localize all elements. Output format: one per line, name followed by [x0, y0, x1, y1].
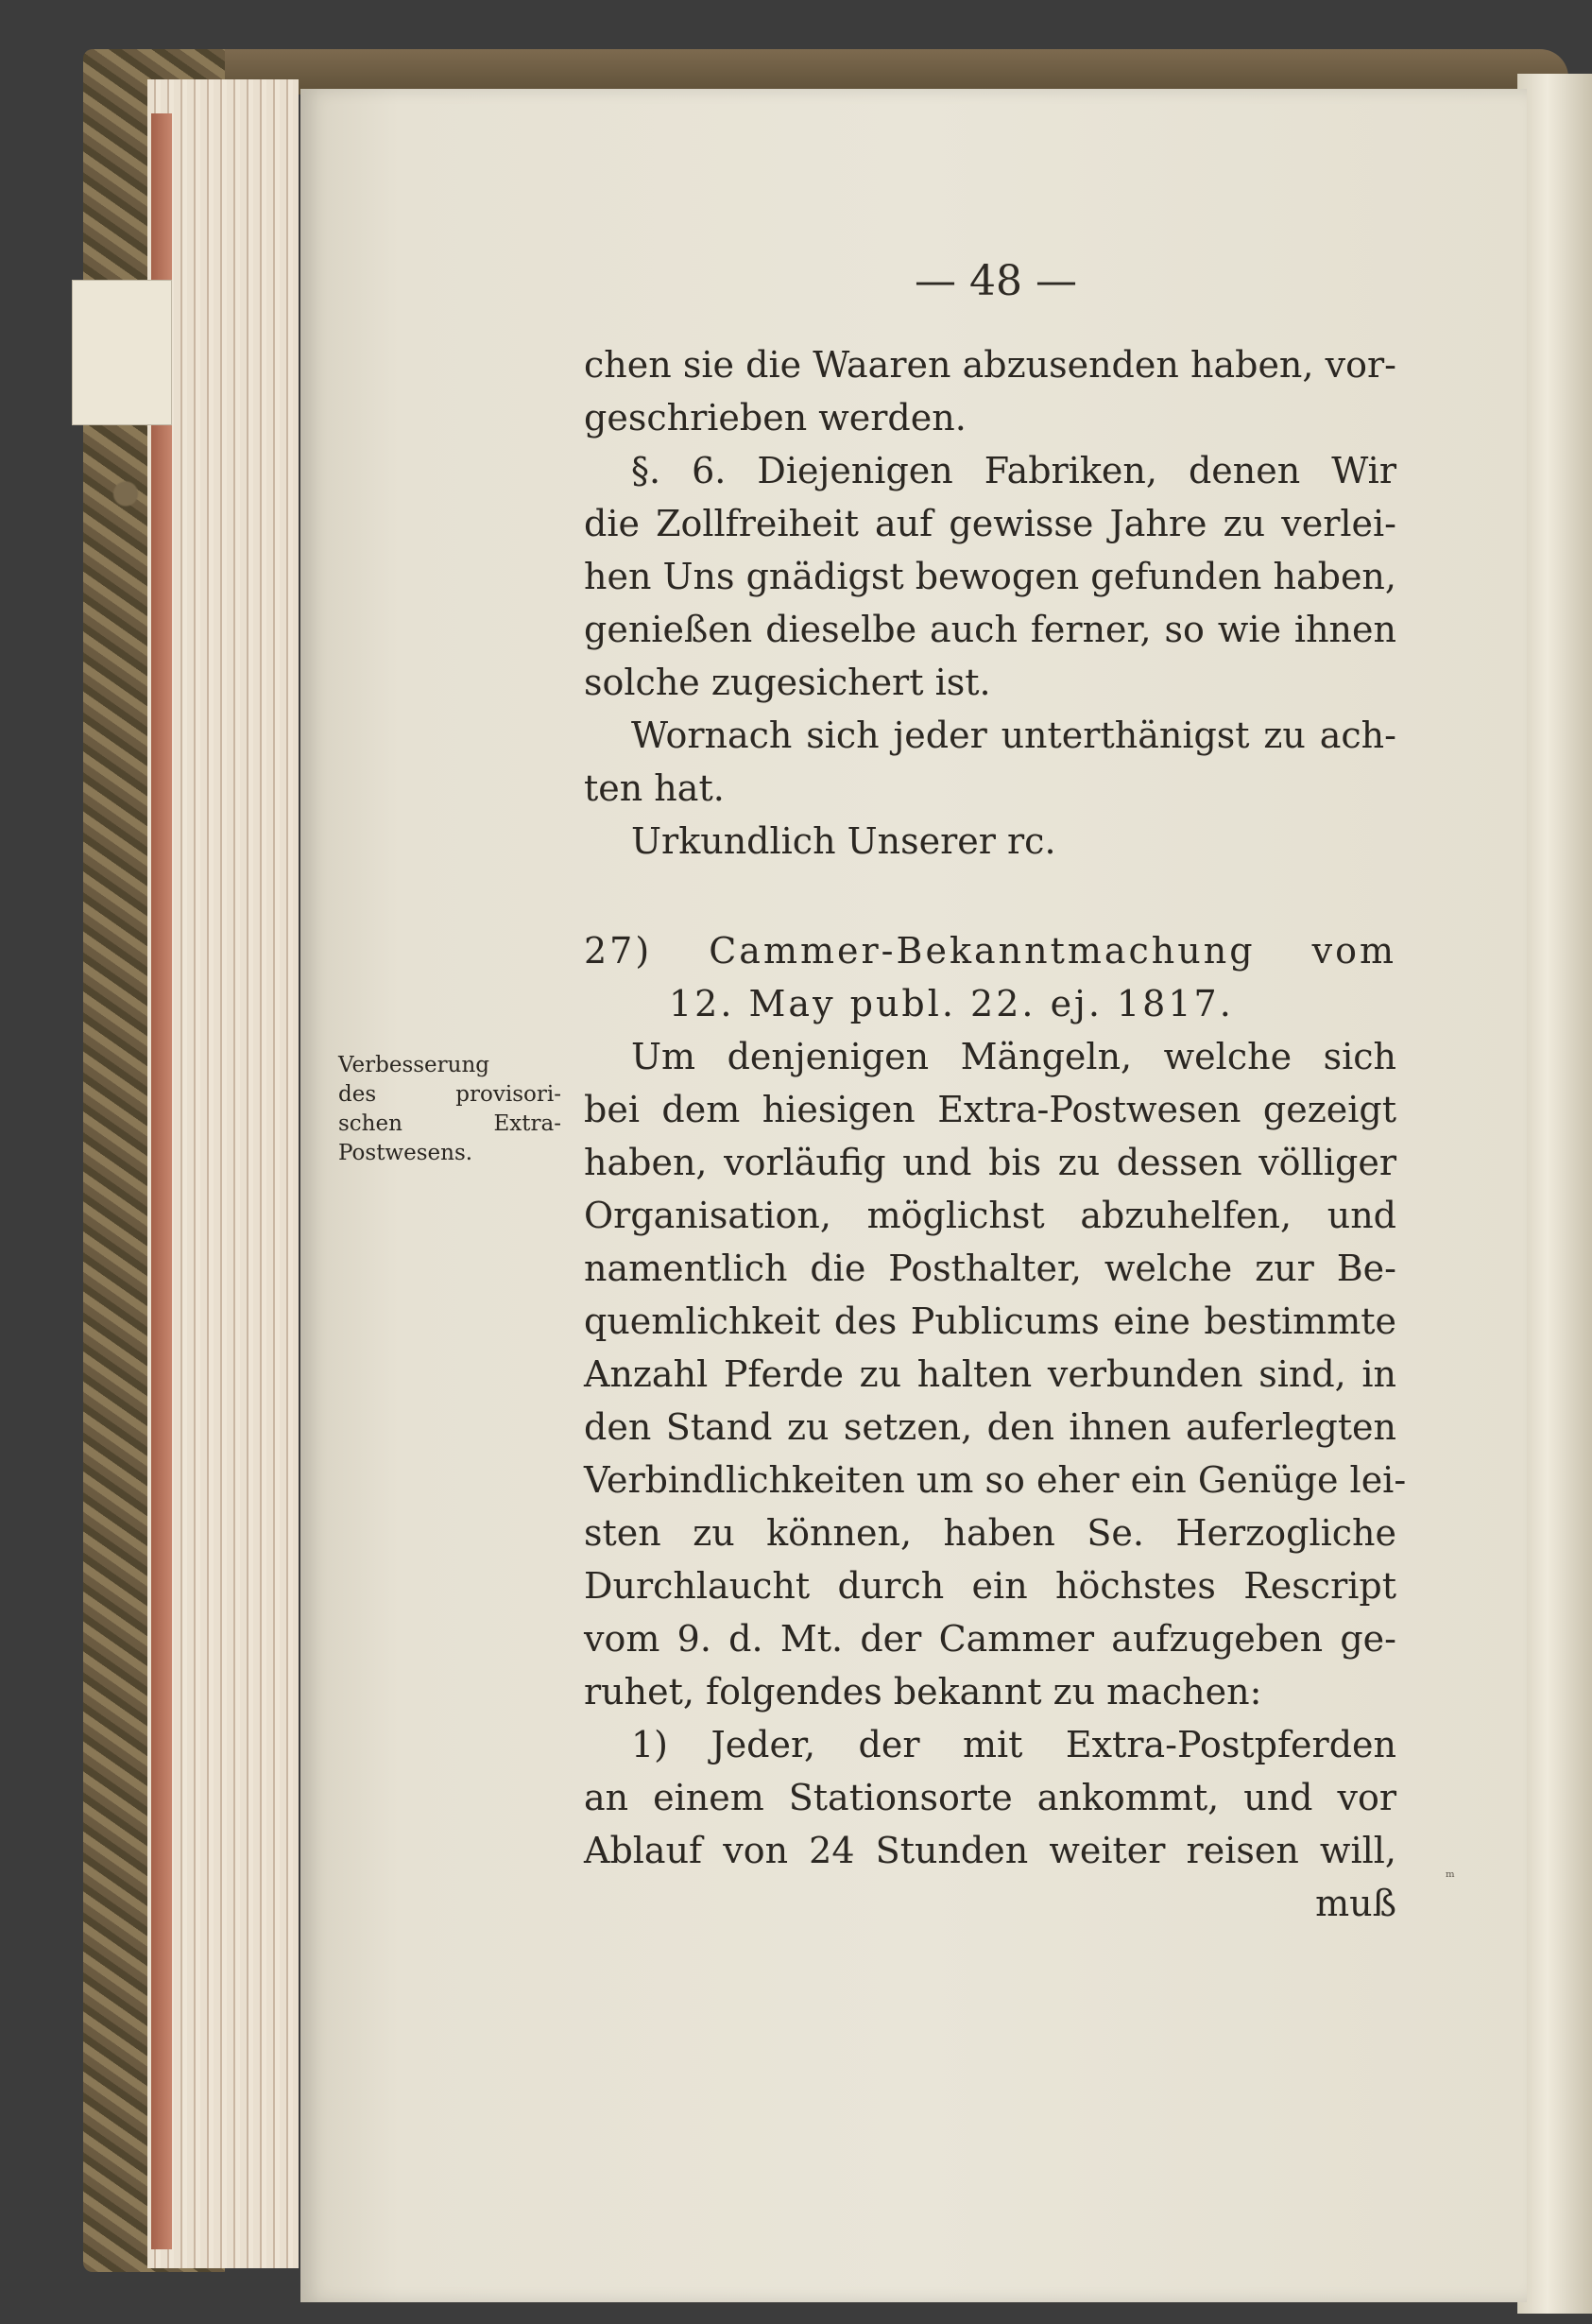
- margin-note-line: Verbesserung: [338, 1053, 490, 1077]
- margin-note: [338, 1051, 561, 1168]
- text-line: 1) Jeder, der mit Extra-Postpferden: [631, 1724, 1396, 1765]
- section-heading: 27) Cammer-Bekanntmachung vom: [584, 930, 1396, 972]
- facing-page-edge: [1517, 74, 1592, 2314]
- pencil-mark: ᵐ: [1446, 1868, 1455, 1885]
- red-page-edges: [151, 113, 172, 2249]
- text-line: an einem Stationsorte ankommt, und vor: [584, 1777, 1396, 1818]
- text-line: den Stand zu setzen, den ihnen auferlegten: [584, 1406, 1396, 1448]
- text-line: geschrieben werden.: [584, 397, 967, 439]
- paper-bookmark: [72, 280, 172, 425]
- book-cover-top: [94, 49, 1568, 95]
- text-line: ruhet, folgendes bekannt zu machen:: [584, 1671, 1262, 1713]
- section-heading-date: 12. May publ. 22. ej. 1817.: [669, 983, 1234, 1024]
- text-line: Ablauf von 24 Stunden weiter reisen will,: [584, 1830, 1396, 1871]
- text-line: Verbindlichkeiten um so eher ein Genüge lei-: [584, 1459, 1407, 1501]
- text-line: solche zugesichert ist.: [584, 662, 991, 703]
- margin-note-line: schen Extra-: [338, 1111, 561, 1136]
- text-line: §. 6. Diejenigen Fabriken, denen Wir: [631, 450, 1396, 491]
- margin-note-line: Postwesens.: [338, 1141, 473, 1165]
- text-line: hen Uns gnädigst bewogen gefunden haben,: [584, 556, 1396, 597]
- text-line: Um denjenigen Mängeln, welche sich: [631, 1036, 1396, 1077]
- text-line: bei dem hiesigen Extra-Postwesen gezeigt: [584, 1089, 1396, 1130]
- section-gap: [584, 868, 1396, 924]
- text-line: chen sie die Waaren abzusenden haben, vor-: [584, 344, 1396, 386]
- catchword: muß: [1315, 1883, 1396, 1924]
- page-body-text: [584, 338, 1407, 1930]
- text-line: namentlich die Posthalter, welche zur Be-: [584, 1248, 1396, 1289]
- margin-note-line: des provisori-: [338, 1082, 561, 1107]
- text-line: Anzahl Pferde zu halten verbunden sind, in: [584, 1353, 1396, 1395]
- text-line: haben, vorläufig und bis zu dessen völliger: [584, 1142, 1396, 1183]
- text-line: Organisation, möglichst abzuhelfen, und: [584, 1195, 1396, 1236]
- text-line: quemlichkeit des Publicums eine bestimmte: [584, 1300, 1396, 1342]
- text-line: genießen dieselbe auch ferner, so wie ihnen: [584, 609, 1396, 650]
- text-line: Durchlaucht durch ein höchstes Rescript: [584, 1565, 1396, 1607]
- page-number: — 48 —: [915, 257, 1077, 305]
- text-line: vom 9. d. Mt. der Cammer aufzugeben ge-: [584, 1618, 1396, 1660]
- text-line: Wornach sich jeder unterthänigst zu ach-: [631, 714, 1396, 756]
- text-line: sten zu können, haben Se. Herzogliche: [584, 1512, 1396, 1554]
- closing-formula: Urkundlich Unserer rc.: [631, 820, 1056, 862]
- text-line: die Zollfreiheit auf gewisse Jahre zu verlei-: [584, 503, 1396, 544]
- text-line: ten hat.: [584, 767, 725, 809]
